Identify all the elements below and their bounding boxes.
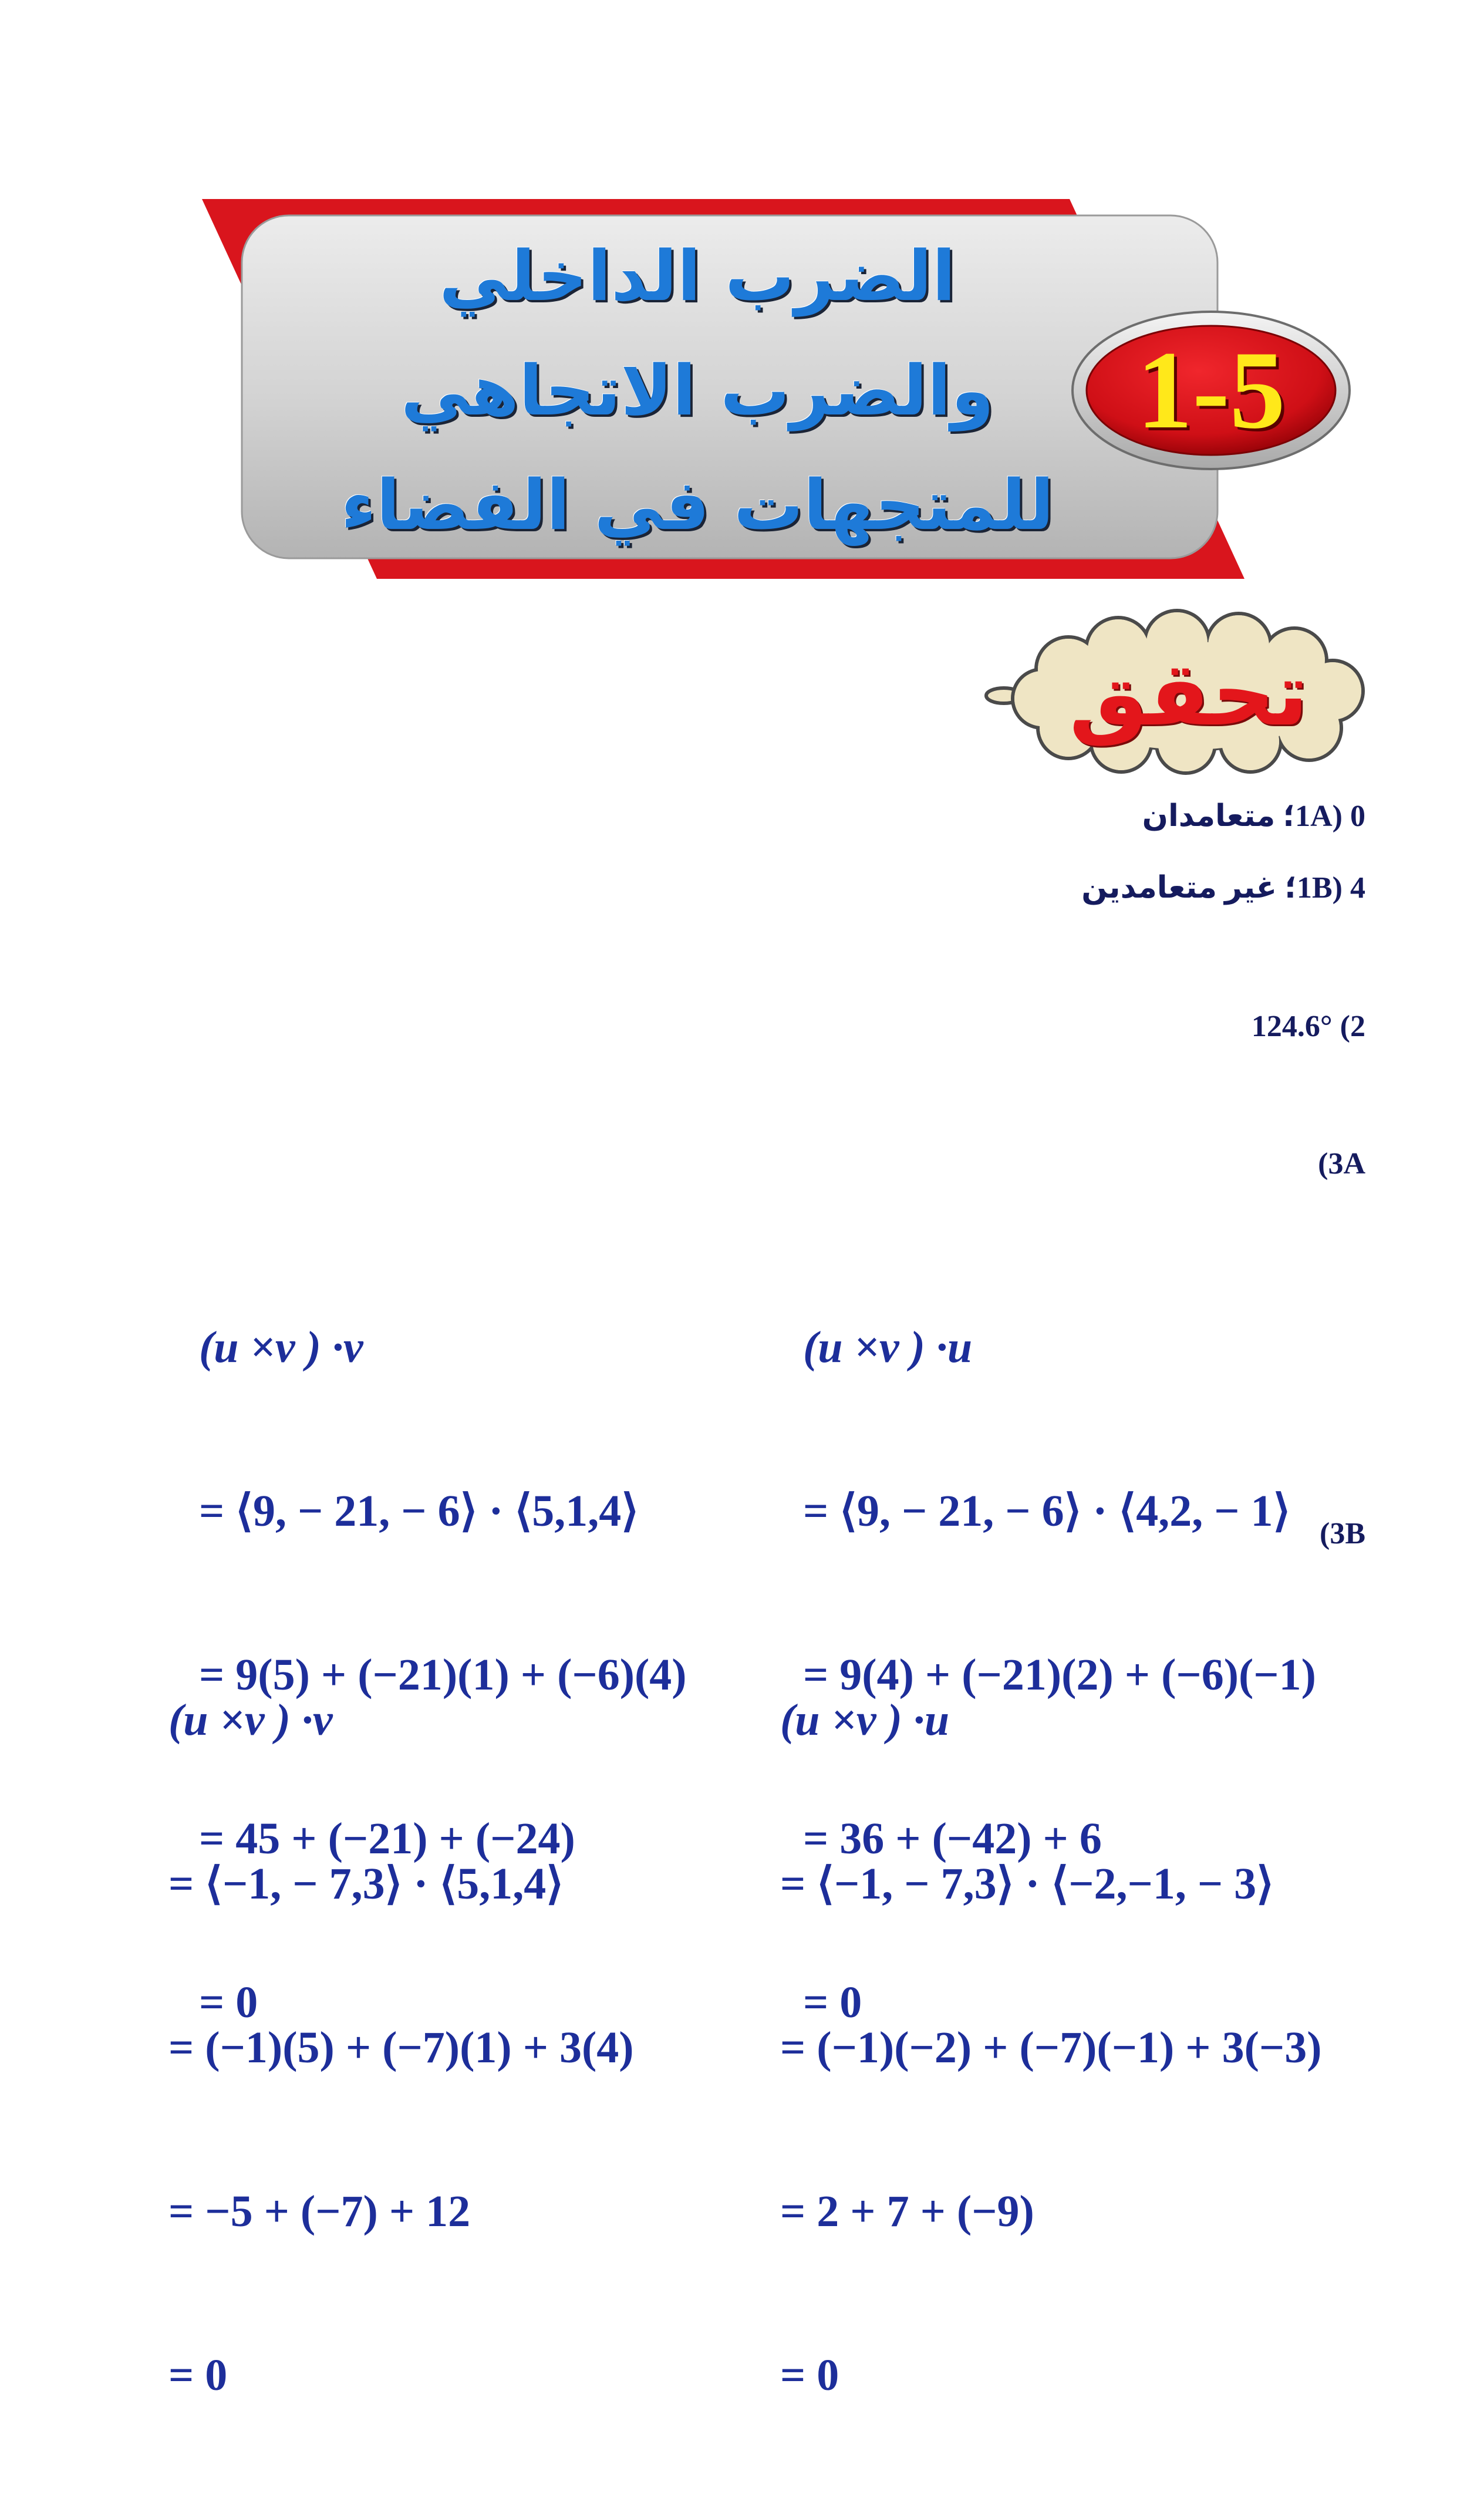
check-heading: تحقق bbox=[1069, 643, 1308, 746]
math-line: = 2 + 7 + (−9) bbox=[780, 2187, 1034, 2236]
math-line: = 0 bbox=[168, 2351, 228, 2400]
math-line: = 0 bbox=[803, 1978, 862, 2027]
math-block-3b-right bbox=[780, 1584, 1322, 2512]
math-line: (u ×v ) ·v bbox=[199, 1323, 363, 1372]
lesson-title-line-2: والضرب الاتجاهي bbox=[400, 350, 994, 431]
math-line: (u ×v ) ·u bbox=[803, 1323, 973, 1372]
math-line: = 9(5) + (−21)(1) + (−6)(4) bbox=[199, 1650, 687, 1700]
lesson-title-line-3: للمتجهات في الفضاء bbox=[340, 464, 1054, 545]
math-line: = 45 + (−21) + (−24) bbox=[199, 1814, 575, 1863]
answer-3b-label: (3B bbox=[1320, 1517, 1365, 1550]
math-line: = (−1)(5) + (−7)(1) + 3(4) bbox=[168, 2023, 634, 2072]
math-line: = 9(4) + (−21)(2) + (−6)(−1) bbox=[803, 1650, 1316, 1700]
answer-3a-label: (3A bbox=[1318, 1147, 1365, 1181]
math-line: = ⟨9, − 21, − 6⟩ · ⟨4,2, − 1⟩ bbox=[803, 1486, 1291, 1536]
math-line: = 36 + (−42) + 6 bbox=[803, 1814, 1102, 1863]
math-line: (u ×v ) ·u bbox=[780, 1695, 950, 1745]
math-block-3b-left bbox=[168, 1584, 634, 2512]
math-line: = ⟨9, − 21, − 6⟩ · ⟨5,1,4⟩ bbox=[199, 1486, 639, 1536]
math-line: = (−1)(−2) + (−7)(−1) + 3(−3) bbox=[780, 2023, 1322, 2072]
answer-2: 124.6° (2 bbox=[1251, 1010, 1365, 1043]
lesson-number: 1-5 bbox=[1136, 329, 1286, 452]
math-line: (u ×v ) ·v bbox=[168, 1695, 333, 1745]
math-line: = −5 + (−7) + 12 bbox=[168, 2187, 471, 2236]
lesson-title-line-1: الضرب الداخلي bbox=[439, 235, 956, 316]
math-line: = 0 bbox=[199, 1978, 258, 2027]
math-line: = 0 bbox=[780, 2351, 839, 2400]
answer-1a: 1A) 0؛ متعامدان bbox=[1142, 800, 1365, 833]
math-line: = ⟨−1, − 7,3⟩ · ⟨−2,−1, − 3⟩ bbox=[780, 1859, 1274, 1909]
math-line: = ⟨−1, − 7,3⟩ · ⟨5,1,4⟩ bbox=[168, 1859, 564, 1909]
answer-1b: 1B) 4؛ غير متعامدين bbox=[1081, 871, 1365, 905]
